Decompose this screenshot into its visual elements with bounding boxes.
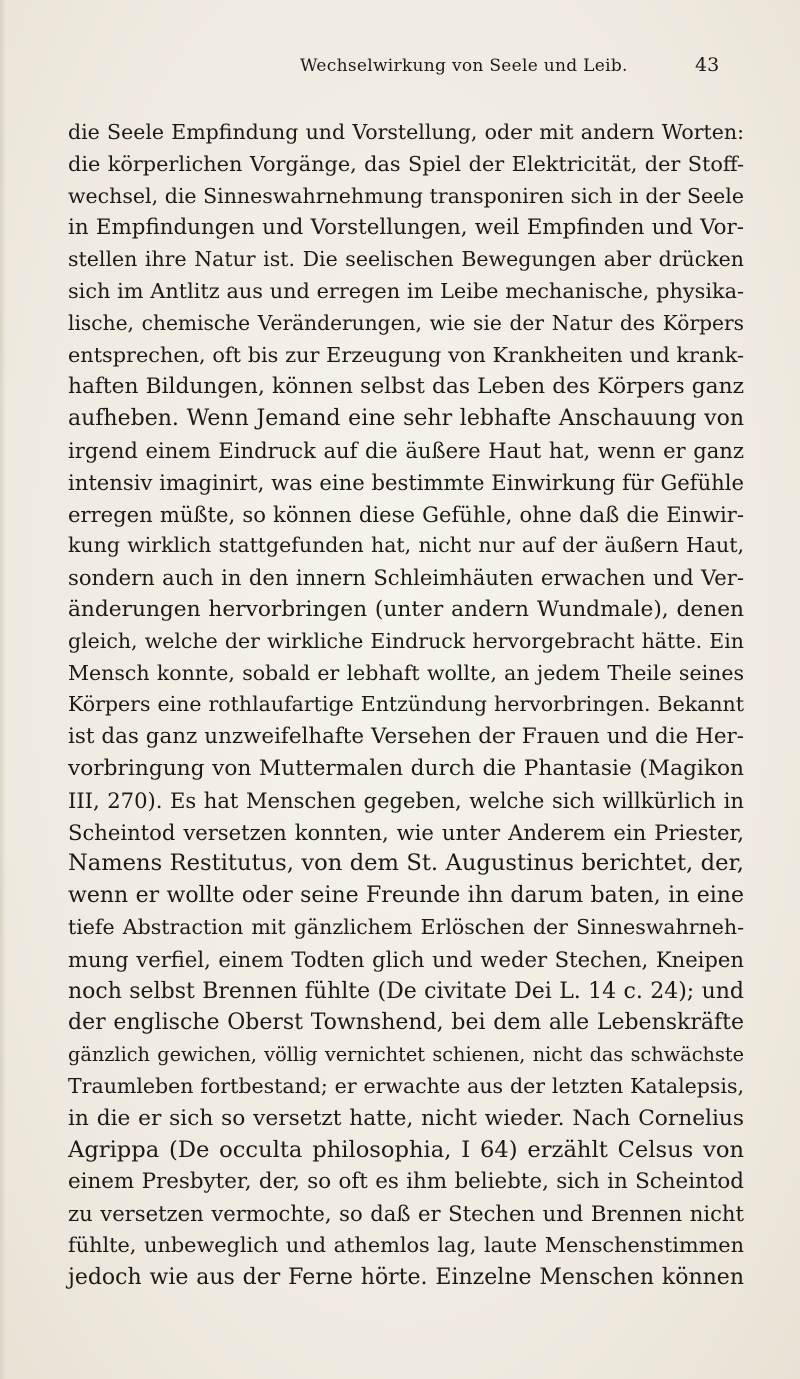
text-line: lische, chemische Veränderungen, wie sie der Natur des Körpers: [68, 310, 744, 335]
text-line: irgend einem Eindruck auf die äußere Haut hat, wenn er ganz: [68, 437, 744, 463]
text-line: gleich, welche der wirkliche Eindruck hervorgebracht hätte. Ein: [68, 628, 744, 653]
text-line: die Seele Empfindung und Vorstellung, oder mit andern Worten:: [68, 120, 744, 144]
text-line: noch selbst Brennen fühlte (De civitate Dei L. 14 c. 24); und: [68, 978, 744, 1004]
text-line: in Empfindungen und Vorstellungen, weil Empfinden und Vor-: [68, 215, 744, 241]
text-line: kung wirklich stattgefunden hat, nicht nur auf der äußern Haut,: [68, 533, 744, 558]
text-line: in die er sich so versetzt hatte, nicht wieder. Nach Cornelius: [68, 1105, 744, 1131]
text-line: wechsel, die Sinneswahrnehmung transponiren sich in der Seele: [68, 183, 744, 208]
text-line: mung verfiel, einem Todten glich und weder Stechen, Kneipen: [68, 946, 744, 972]
text-line: Körpers eine rothlaufartige Entzündung hervorbringen. Bekannt: [68, 692, 744, 717]
text-line: fühlte, unbeweglich und athemlos lag, laute Menschenstimmen: [68, 1232, 744, 1257]
text-line: sich im Antlitz aus und erregen im Leibe mechanische, physika-: [68, 278, 744, 303]
text-line: vorbringung von Muttermalen durch die Phantasie (Magikon: [68, 755, 744, 781]
text-line: einem Presbyter, der, so oft es ihm beliebte, sich in Scheintod: [68, 1169, 744, 1195]
text-line: jedoch wie aus der Ferne hörte. Einzelne Menschen können: [68, 1264, 744, 1290]
text-line: stellen ihre Natur ist. Die seelischen Bewegungen aber drücken: [68, 247, 744, 272]
text-line: III, 270). Es hat Menschen gegeben, welche sich willkürlich in: [68, 787, 744, 813]
text-line: Agrippa (De occulta philosophia, I 64) erzählt Celsus von: [68, 1136, 744, 1163]
text-line: sondern auch in den innern Schleimhäuten erwachen und Ver-: [68, 565, 744, 591]
text-line: der englische Oberst Townshend, bei dem alle Lebenskräfte: [68, 1010, 744, 1036]
text-line: Namens Restitutus, von dem St. Augustinus berichtet, der,: [68, 850, 744, 877]
text-line: wenn er wollte oder seine Freunde ihn darum baten, in eine: [68, 883, 744, 909]
text-line: die körperlichen Vorgänge, das Spiel der Elektricität, der Stoff-: [68, 151, 744, 176]
body-text: [68, 117, 744, 1293]
running-title: Wechselwirkung von Seele und Leib.: [300, 56, 628, 76]
text-line: intensiv imaginirt, was eine bestimmte Einwirkung für Gefühle: [68, 469, 744, 495]
text-line: entsprechen, oft bis zur Erzeugung von Krankheiten und krank-: [68, 342, 744, 367]
text-line: Mensch konnte, sobald er lebhaft wollte, an jedem Theile seines: [68, 660, 744, 685]
text-line: gänzlich gewichen, völlig vernichtet schienen, nicht das schwächste: [68, 1043, 744, 1067]
text-line: tiefe Abstraction mit gänzlichem Erlöschen der Sinneswahrneh-: [68, 914, 744, 939]
text-line: Traumleben fortbestand; er erwachte aus der letzten Katalepsis,: [68, 1073, 744, 1098]
text-line: aufheben. Wenn Jemand eine sehr lebhafte Anschauung von: [68, 406, 744, 432]
page-gutter-shadow: [0, 0, 6, 1379]
text-line: ist das ganz unzweifelhafte Versehen der Frauen und die Her-: [68, 724, 744, 750]
text-line: erregen müßte, so können diese Gefühle, ohne daß die Einwir-: [68, 501, 744, 527]
text-line: zu versetzen vermochte, so daß er Stechen und Brennen nicht: [68, 1201, 744, 1227]
page-number: 43: [695, 54, 720, 76]
text-line: haften Bildungen, können selbst das Leben des Körpers ganz: [68, 374, 744, 400]
text-line: änderungen hervorbringen (unter andern Wundmale), denen: [68, 596, 744, 622]
text-line: Scheintod versetzen konnten, wie unter Anderem ein Priester,: [68, 819, 744, 845]
running-head: [0, 50, 800, 80]
